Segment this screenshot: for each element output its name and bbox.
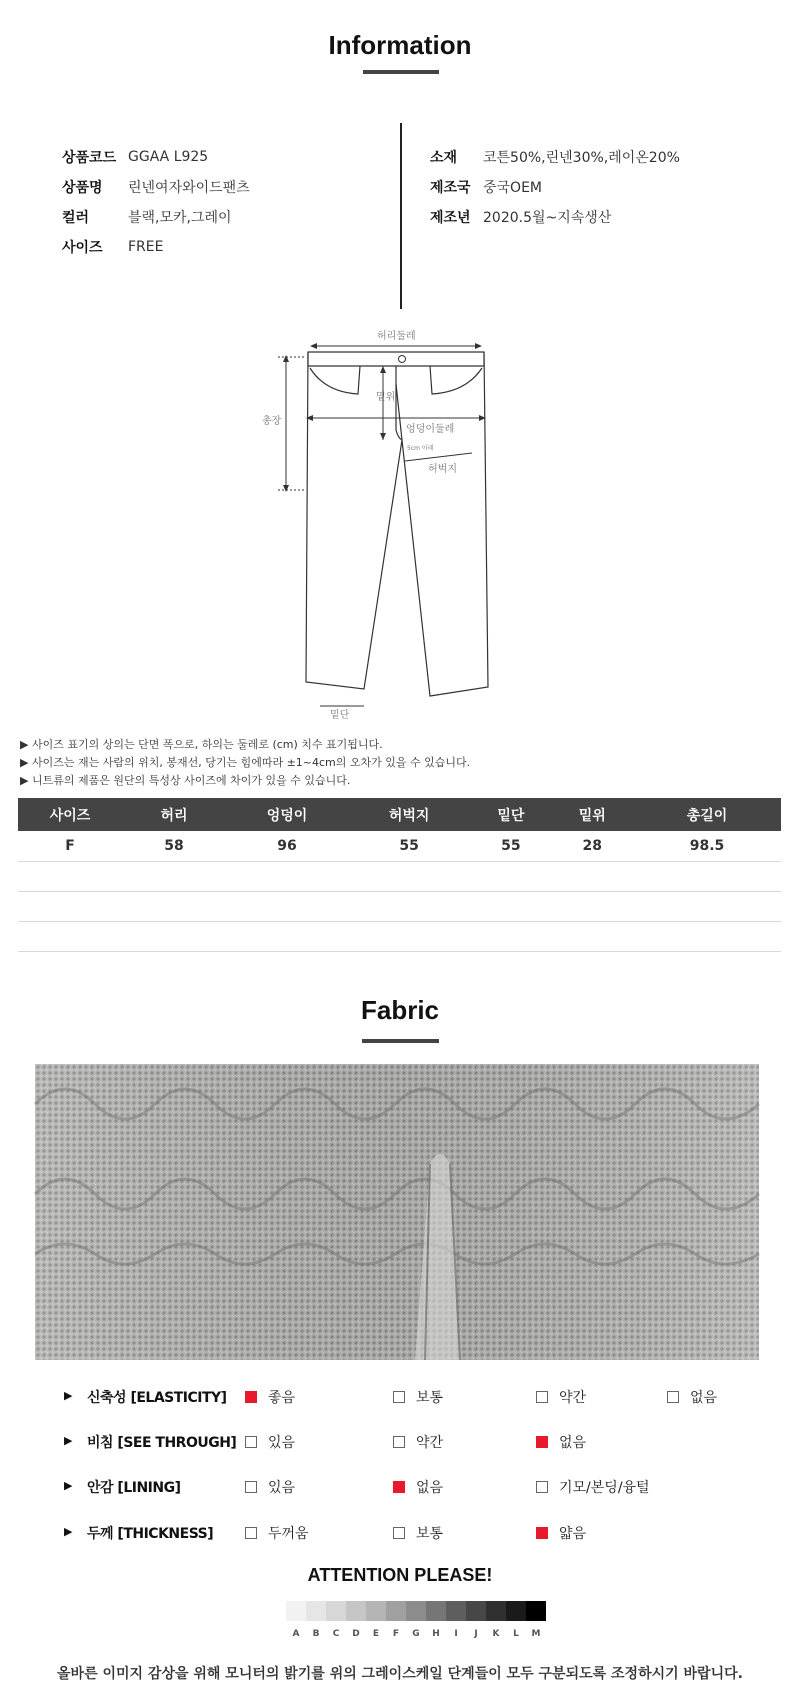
- table-cell: 58: [122, 831, 226, 861]
- pants-outline-right-leg: [402, 352, 488, 696]
- size-table: [18, 798, 781, 952]
- table-row: [18, 861, 781, 891]
- bullet-arrow-icon: ▶: [64, 1479, 73, 1492]
- fabric-title: Fabric: [360, 995, 440, 1025]
- pants-left-pocket: [310, 366, 360, 394]
- col-header: 밑단: [470, 798, 551, 831]
- fabric-texture: [35, 1064, 759, 1360]
- checkbox-unchecked: [667, 1391, 679, 1403]
- info-label: 컬러: [62, 210, 90, 226]
- info-label: 상품코드: [62, 150, 117, 166]
- grayscale-letter: A: [292, 1629, 300, 1639]
- info-row-material: [430, 142, 680, 172]
- table-cell: [470, 891, 551, 921]
- grayscale-letter: J: [474, 1629, 478, 1639]
- info-value: 2020.5월~지속생산: [483, 210, 612, 226]
- option-label: 없음: [690, 1390, 718, 1406]
- checkbox-checked: [536, 1527, 548, 1539]
- table-cell: 55: [348, 831, 470, 861]
- table-row: [18, 831, 781, 861]
- col-header: 밑위: [552, 798, 633, 831]
- info-left-column: [62, 142, 250, 262]
- option-label: 두꺼움: [268, 1526, 309, 1542]
- rise-arrowhead-top: [380, 366, 386, 373]
- table-cell: [122, 921, 226, 951]
- grayscale-letter: C: [332, 1629, 340, 1639]
- option-yes: [245, 1477, 295, 1497]
- table-cell: [18, 891, 122, 921]
- grayscale-swatch: [466, 1601, 486, 1621]
- property-label: 두께 [THICKNESS]: [87, 1526, 214, 1542]
- info-value: 린넨여자와이드팬츠: [128, 180, 250, 196]
- info-label: 상품명: [62, 180, 103, 196]
- option-thick: [245, 1523, 309, 1543]
- diagram-thigh-label: 허벅지: [428, 464, 457, 475]
- table-cell: [552, 921, 633, 951]
- option-none: [536, 1432, 586, 1452]
- pants-waistband: [308, 352, 484, 366]
- grayscale-letter: H: [432, 1629, 440, 1639]
- table-row: [18, 921, 781, 951]
- table-cell: [348, 891, 470, 921]
- bullet-arrow-icon: ▶: [64, 1434, 73, 1447]
- fabric-closeup-photo: [35, 1064, 759, 1360]
- grayscale-strip: [286, 1601, 546, 1621]
- diagram-hem-label: 밑단: [330, 710, 350, 721]
- property-row-elasticity: [0, 1382, 800, 1412]
- info-value: 블랙,모카,그레이: [128, 210, 232, 226]
- grayscale-swatch: [526, 1601, 546, 1621]
- property-label: 안감 [LINING]: [87, 1480, 181, 1496]
- grayscale-swatch: [306, 1601, 326, 1621]
- waist-arrowhead-left: [310, 343, 317, 349]
- info-label: 소재: [430, 150, 458, 166]
- waist-button: [399, 356, 406, 363]
- option-slight: [536, 1387, 586, 1407]
- table-cell: [18, 921, 122, 951]
- grayscale-swatch: [446, 1601, 466, 1621]
- grayscale-letter: K: [492, 1629, 500, 1639]
- bullet-arrow-icon: ▶: [64, 1389, 73, 1402]
- option-slight: [393, 1432, 443, 1452]
- checkbox-unchecked: [536, 1481, 548, 1493]
- size-note: ▶ 사이즈 표기의 상의는 단면 폭으로, 하의는 둘레로 (cm) 치수 표기됩니다.: [20, 738, 383, 751]
- grayscale-letter: B: [312, 1629, 320, 1639]
- option-label: 보통: [416, 1526, 444, 1542]
- checkbox-checked: [536, 1436, 548, 1448]
- option-label: 약간: [559, 1390, 587, 1406]
- option-normal: [393, 1387, 443, 1407]
- table-cell: 98.5: [633, 831, 781, 861]
- checkbox-unchecked: [393, 1436, 405, 1448]
- info-value: 중국OEM: [483, 180, 542, 196]
- length-arrowhead-top: [283, 355, 289, 362]
- thigh-arrow: [405, 453, 472, 461]
- checkbox-unchecked: [393, 1391, 405, 1403]
- property-label: 신축성 [ELASTICITY]: [87, 1390, 227, 1406]
- waist-arrowhead-right: [475, 343, 482, 349]
- table-cell: [470, 861, 551, 891]
- grayscale-swatch: [426, 1601, 446, 1621]
- size-table-header: [18, 798, 781, 831]
- bullet-arrow-icon: ▶: [64, 1525, 73, 1538]
- property-row-see-through: [0, 1427, 800, 1457]
- attention-title: ATTENTION PLEASE!: [307, 1565, 493, 1585]
- table-cell: 55: [470, 831, 551, 861]
- checkbox-checked: [393, 1481, 405, 1493]
- option-label: 얇음: [559, 1526, 587, 1542]
- grayscale-letter: F: [392, 1629, 400, 1639]
- size-notes: [20, 736, 780, 790]
- grayscale-letter: D: [352, 1629, 360, 1639]
- info-value: 코튼50%,린넨30%,레이온20%: [483, 150, 680, 166]
- size-note: ▶ 사이즈는 재는 사람의 위치, 봉재선, 당기는 힘에따라 ±1~4cm의 오차가 있을 수 있습니다.: [20, 756, 471, 769]
- info-divider: [400, 123, 402, 309]
- table-cell: [226, 861, 348, 891]
- information-title: Information: [328, 30, 472, 60]
- table-cell: [552, 861, 633, 891]
- diagram-rise-label: 밑위: [376, 392, 396, 403]
- table-cell: [18, 861, 122, 891]
- option-none: [667, 1387, 717, 1407]
- option-yes: [245, 1432, 295, 1452]
- table-cell: [122, 861, 226, 891]
- info-value: GGAA L925: [128, 149, 209, 165]
- grayscale-swatch: [486, 1601, 506, 1621]
- checkbox-unchecked: [393, 1527, 405, 1539]
- table-cell: [348, 921, 470, 951]
- table-cell: [633, 861, 781, 891]
- option-label: 보통: [416, 1390, 444, 1406]
- option-label: 있음: [268, 1435, 296, 1451]
- grayscale-swatch: [326, 1601, 346, 1621]
- table-cell: [348, 861, 470, 891]
- grayscale-letter: M: [531, 1629, 541, 1639]
- table-cell: F: [18, 831, 122, 861]
- table-cell: [633, 891, 781, 921]
- checkbox-unchecked: [536, 1391, 548, 1403]
- info-right-column: [430, 142, 680, 232]
- info-row-code: [62, 142, 250, 172]
- col-header: 허리: [122, 798, 226, 831]
- grayscale-swatch: [386, 1601, 406, 1621]
- grayscale-swatch: [406, 1601, 426, 1621]
- col-header: 총길이: [633, 798, 781, 831]
- option-none: [393, 1477, 443, 1497]
- info-row-year: [430, 202, 680, 232]
- diagram-hip-label: 엉덩이둘레: [406, 424, 455, 435]
- property-row-lining: [0, 1472, 800, 1502]
- pants-right-pocket: [430, 366, 482, 394]
- grayscale-letter: L: [513, 1629, 519, 1639]
- info-label: 제조년: [430, 210, 471, 226]
- option-label: 없음: [559, 1435, 587, 1451]
- info-label: 제조국: [430, 180, 471, 196]
- grayscale-letters: [286, 1629, 546, 1639]
- option-label: 기모/본딩/융털: [559, 1480, 650, 1496]
- option-thin: [536, 1523, 586, 1543]
- col-header: 허벅지: [348, 798, 470, 831]
- table-cell: 28: [552, 831, 633, 861]
- option-brushed: [536, 1477, 650, 1497]
- info-row-color: [62, 202, 250, 232]
- diagram-length-label: 총장: [262, 416, 282, 427]
- grayscale-letter: G: [412, 1629, 420, 1639]
- option-label: 좋음: [268, 1390, 296, 1406]
- table-cell: 96: [226, 831, 348, 861]
- grayscale-swatch: [286, 1601, 306, 1621]
- option-good: [245, 1387, 295, 1407]
- option-normal: [393, 1523, 443, 1543]
- table-cell: [122, 891, 226, 921]
- fabric-title-underline: [362, 1039, 439, 1043]
- length-arrowhead-bottom: [283, 485, 289, 492]
- grayscale-swatch: [506, 1601, 526, 1621]
- option-label: 없음: [416, 1480, 444, 1496]
- col-header: 사이즈: [18, 798, 122, 831]
- grayscale-swatch: [366, 1601, 386, 1621]
- checkbox-unchecked: [245, 1481, 257, 1493]
- grayscale-swatch: [346, 1601, 366, 1621]
- table-cell: [470, 921, 551, 951]
- pants-size-diagram: [262, 322, 510, 722]
- info-row-origin: [430, 172, 680, 202]
- option-label: 약간: [416, 1435, 444, 1451]
- grayscale-letter: E: [372, 1629, 380, 1639]
- option-label: 있음: [268, 1480, 296, 1496]
- checkbox-unchecked: [245, 1436, 257, 1448]
- info-row-name: [62, 172, 250, 202]
- checkbox-checked: [245, 1391, 257, 1403]
- property-label: 비침 [SEE THROUGH]: [87, 1435, 237, 1451]
- table-row: [18, 891, 781, 921]
- size-note: ▶ 니트류의 제품은 원단의 특성상 사이즈에 차이가 있을 수 있습니다.: [20, 774, 351, 787]
- grayscale-letter: I: [454, 1629, 458, 1639]
- table-cell: [226, 921, 348, 951]
- property-row-thickness: [0, 1518, 800, 1548]
- checkbox-unchecked: [245, 1527, 257, 1539]
- info-row-size: [62, 232, 250, 262]
- info-value: FREE: [128, 239, 164, 255]
- diagram-small-label: 5cm 아래: [407, 445, 434, 452]
- table-cell: [633, 921, 781, 951]
- diagram-waist-label: 허리둘레: [377, 331, 416, 342]
- table-cell: [552, 891, 633, 921]
- monitor-brightness-note: 올바른 이미지 감상을 위해 모니터의 밝기를 위의 그레이스케일 단계들이 모두 구분되도록 조정하시기 바랍니다.: [57, 1666, 743, 1682]
- col-header: 엉덩이: [226, 798, 348, 831]
- rise-arrowhead-bottom: [380, 433, 386, 440]
- info-label: 사이즈: [62, 240, 103, 256]
- information-title-underline: [363, 70, 439, 74]
- table-cell: [226, 891, 348, 921]
